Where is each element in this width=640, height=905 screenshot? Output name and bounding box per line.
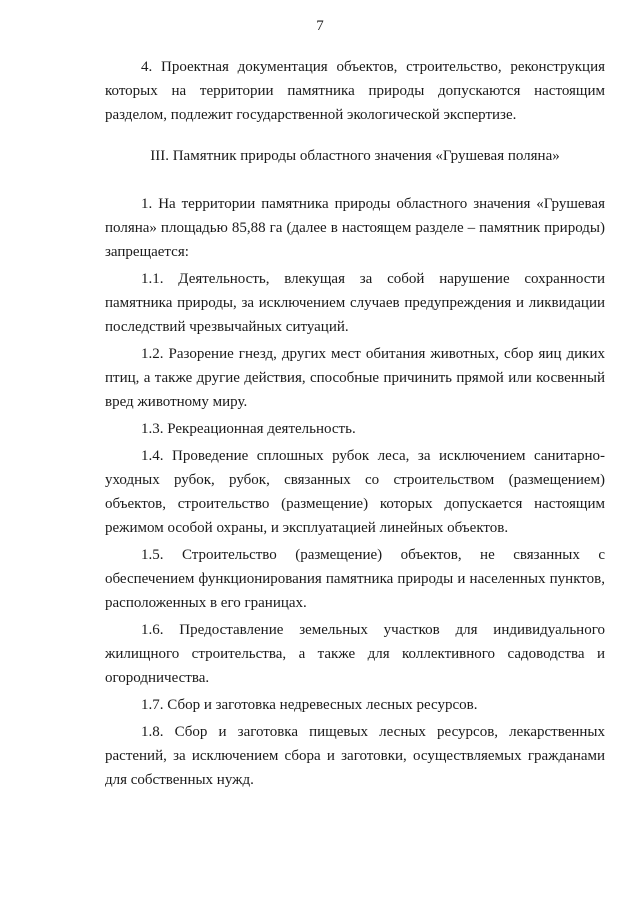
list-item-1-2: 1.2. Разорение гнезд, других мест обитания животных, сбор яиц диких птиц, а также другие действия, способные причинить прямой или косвенный вред животному миру. — [105, 346, 605, 410]
list-item-1-3: 1.3. Рекреационная деятельность. — [141, 421, 356, 437]
paragraph-intro: 1. На территории памятника природы областного значения «Грушевая поляна» площадью 85,88 га (далее в настоящем разделе – памятник природы) запрещается: — [105, 196, 605, 260]
list-item-1-8: 1.8. Сбор и заготовка пищевых лесных ресурсов, лекарственных растений, за исключением сбора и заготовки, осуществляемых гражданами для собственных нужд. — [105, 724, 605, 788]
document-body — [105, 55, 605, 792]
list-item-1-6: 1.6. Предоставление земельных участков для индивидуального жилищного строительства, а также для коллективного садоводства и огородничества. — [105, 622, 605, 686]
list-item-1-4: 1.4. Проведение сплошных рубок леса, за исключением санитарно-уходных рубок, рубок, связанных со строительством (размещением) объектов, строительство (размещение) которых допускается настоящим режимом особой охраны, и эксплуатацией линейных объектов. — [105, 448, 605, 536]
list-item-1-5: 1.5. Строительство (размещение) объектов, не связанных с обеспечением функционирования памятника природы и населенных пунктов, расположенных в его границах. — [105, 547, 605, 611]
page-number: 7 — [316, 18, 324, 34]
paragraph-4: 4. Проектная документация объектов, строительство, реконструкция которых на территории памятника природы допускаются настоящим разделом, подлежит государственной экологической экспертизе. — [105, 59, 605, 123]
section-heading: III. Памятник природы областного значения «Грушевая поляна» — [150, 148, 560, 164]
list-item-1-7: 1.7. Сбор и заготовка недревесных лесных ресурсов. — [141, 697, 478, 713]
list-item-1-1: 1.1. Деятельность, влекущая за собой нарушение сохранности памятника природы, за исключением случаев предупреждения и ликвидации последствий чрезвычайных ситуаций. — [105, 271, 605, 335]
